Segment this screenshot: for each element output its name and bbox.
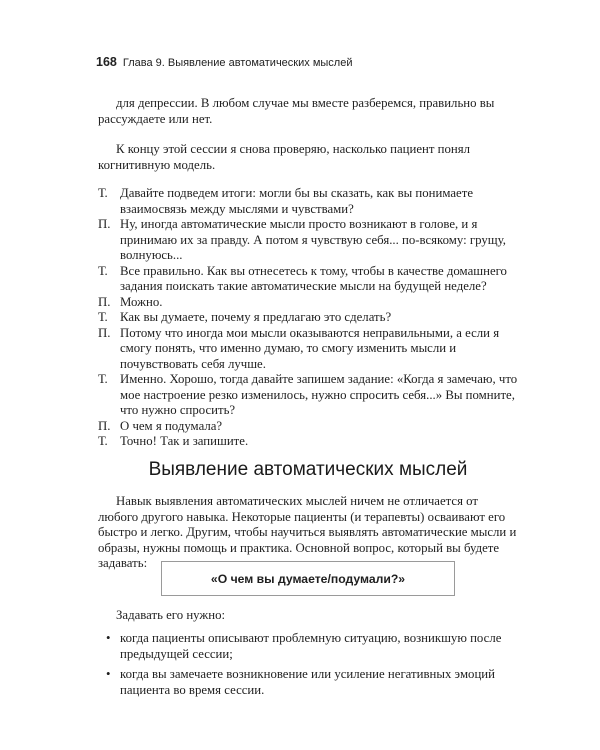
utterance: Как вы думаете, почему я предлагаю это сделать?	[120, 310, 392, 324]
list-item	[98, 631, 518, 662]
speaker-label: П.	[98, 418, 111, 433]
transition-paragraph: К концу этой сессии я снова проверяю, насколько пациент понял когнитивную модель.	[98, 142, 471, 172]
dialogue-turn	[98, 217, 518, 264]
section-paragraph: Навык выявления автоматических мыслей ничем не отличается от любого другого навыка. Некоторые пациенты (и терапевты) осваивают его быстро и легко. Другим, чтобы научиться выявлять автоматические мысли и образы, нужны помощь и практика. Основной вопрос, который вы будете задавать:	[98, 494, 517, 570]
speaker-label: Т.	[98, 263, 108, 278]
list-item-text: когда вы замечаете возникновение или усиление негативных эмоций пациента во время сессии.	[120, 667, 495, 697]
running-header	[96, 55, 352, 69]
utterance: Точно! Так и запишите.	[120, 434, 249, 448]
utterance: Ну, иногда автоматические мысли просто возникают в голове, и я принимаю их за правду. А потом я чувствую себя... по-всякому: грущу, волнуюсь...	[120, 217, 506, 262]
utterance: Все правильно. Как вы отнесетесь к тому, чтобы в качестве домашнего задания поискать такие автоматические мысли на будущей неделе?	[120, 263, 507, 293]
speaker-label: П.	[98, 217, 111, 231]
utterance: Давайте подведем итоги: могли бы вы сказать, как вы понимаете взаимосвязь между мыслями и чувствами?	[120, 186, 473, 216]
dialogue-turn	[98, 264, 518, 295]
dialogue-turn	[98, 419, 518, 435]
key-question-box	[161, 561, 455, 596]
speaker-label: Т.	[98, 186, 108, 200]
dialogue	[98, 186, 518, 450]
utterance: О чем я подумала?	[120, 418, 223, 433]
list-item	[98, 667, 518, 698]
lead-in-text: Задавать его нужно:	[116, 608, 226, 622]
section-heading: Выявление автоматических мыслей	[148, 459, 468, 480]
bullet-icon: •	[106, 631, 111, 645]
chapter-title: Глава 9. Выявление автоматических мыслей	[122, 57, 353, 69]
bullet-list	[98, 631, 518, 703]
dialogue-turn	[98, 295, 518, 311]
dialogue-turn	[98, 434, 518, 450]
key-question: «О чем вы думаете/подумали?»	[210, 571, 406, 586]
dialogue-turn	[98, 326, 518, 373]
utterance: Именно. Хорошо, тогда давайте запишем задание: «Когда я замечаю, что мое настроение резко изменилось, нужно спросить себя...» Вы помните, что нужно спросить?	[120, 372, 518, 417]
dialogue-turn	[98, 372, 518, 419]
utterance: Потому что иногда мои мысли оказываются неправильными, а если я смогу понять, что именно думаю, то смогу изменить мысли и почувствовать себя лучше.	[120, 325, 500, 371]
bullet-icon: •	[106, 667, 111, 681]
speaker-label: П.	[98, 325, 111, 340]
page-number: 168	[96, 55, 117, 69]
speaker-label: Т.	[98, 372, 108, 386]
utterance: Можно.	[120, 294, 163, 309]
dialogue-turn	[98, 310, 518, 326]
dialogue-turn	[98, 186, 518, 217]
speaker-label: П.	[98, 294, 111, 309]
speaker-label: Т.	[98, 434, 108, 448]
intro-paragraph: для депрессии. В любом случае мы вместе разберемся, правильно вы рассуждаете или нет.	[98, 96, 495, 126]
speaker-label: Т.	[98, 310, 108, 324]
list-item-text: когда пациенты описывают проблемную ситуацию, возникшую после предыдущей сессии;	[120, 631, 502, 661]
